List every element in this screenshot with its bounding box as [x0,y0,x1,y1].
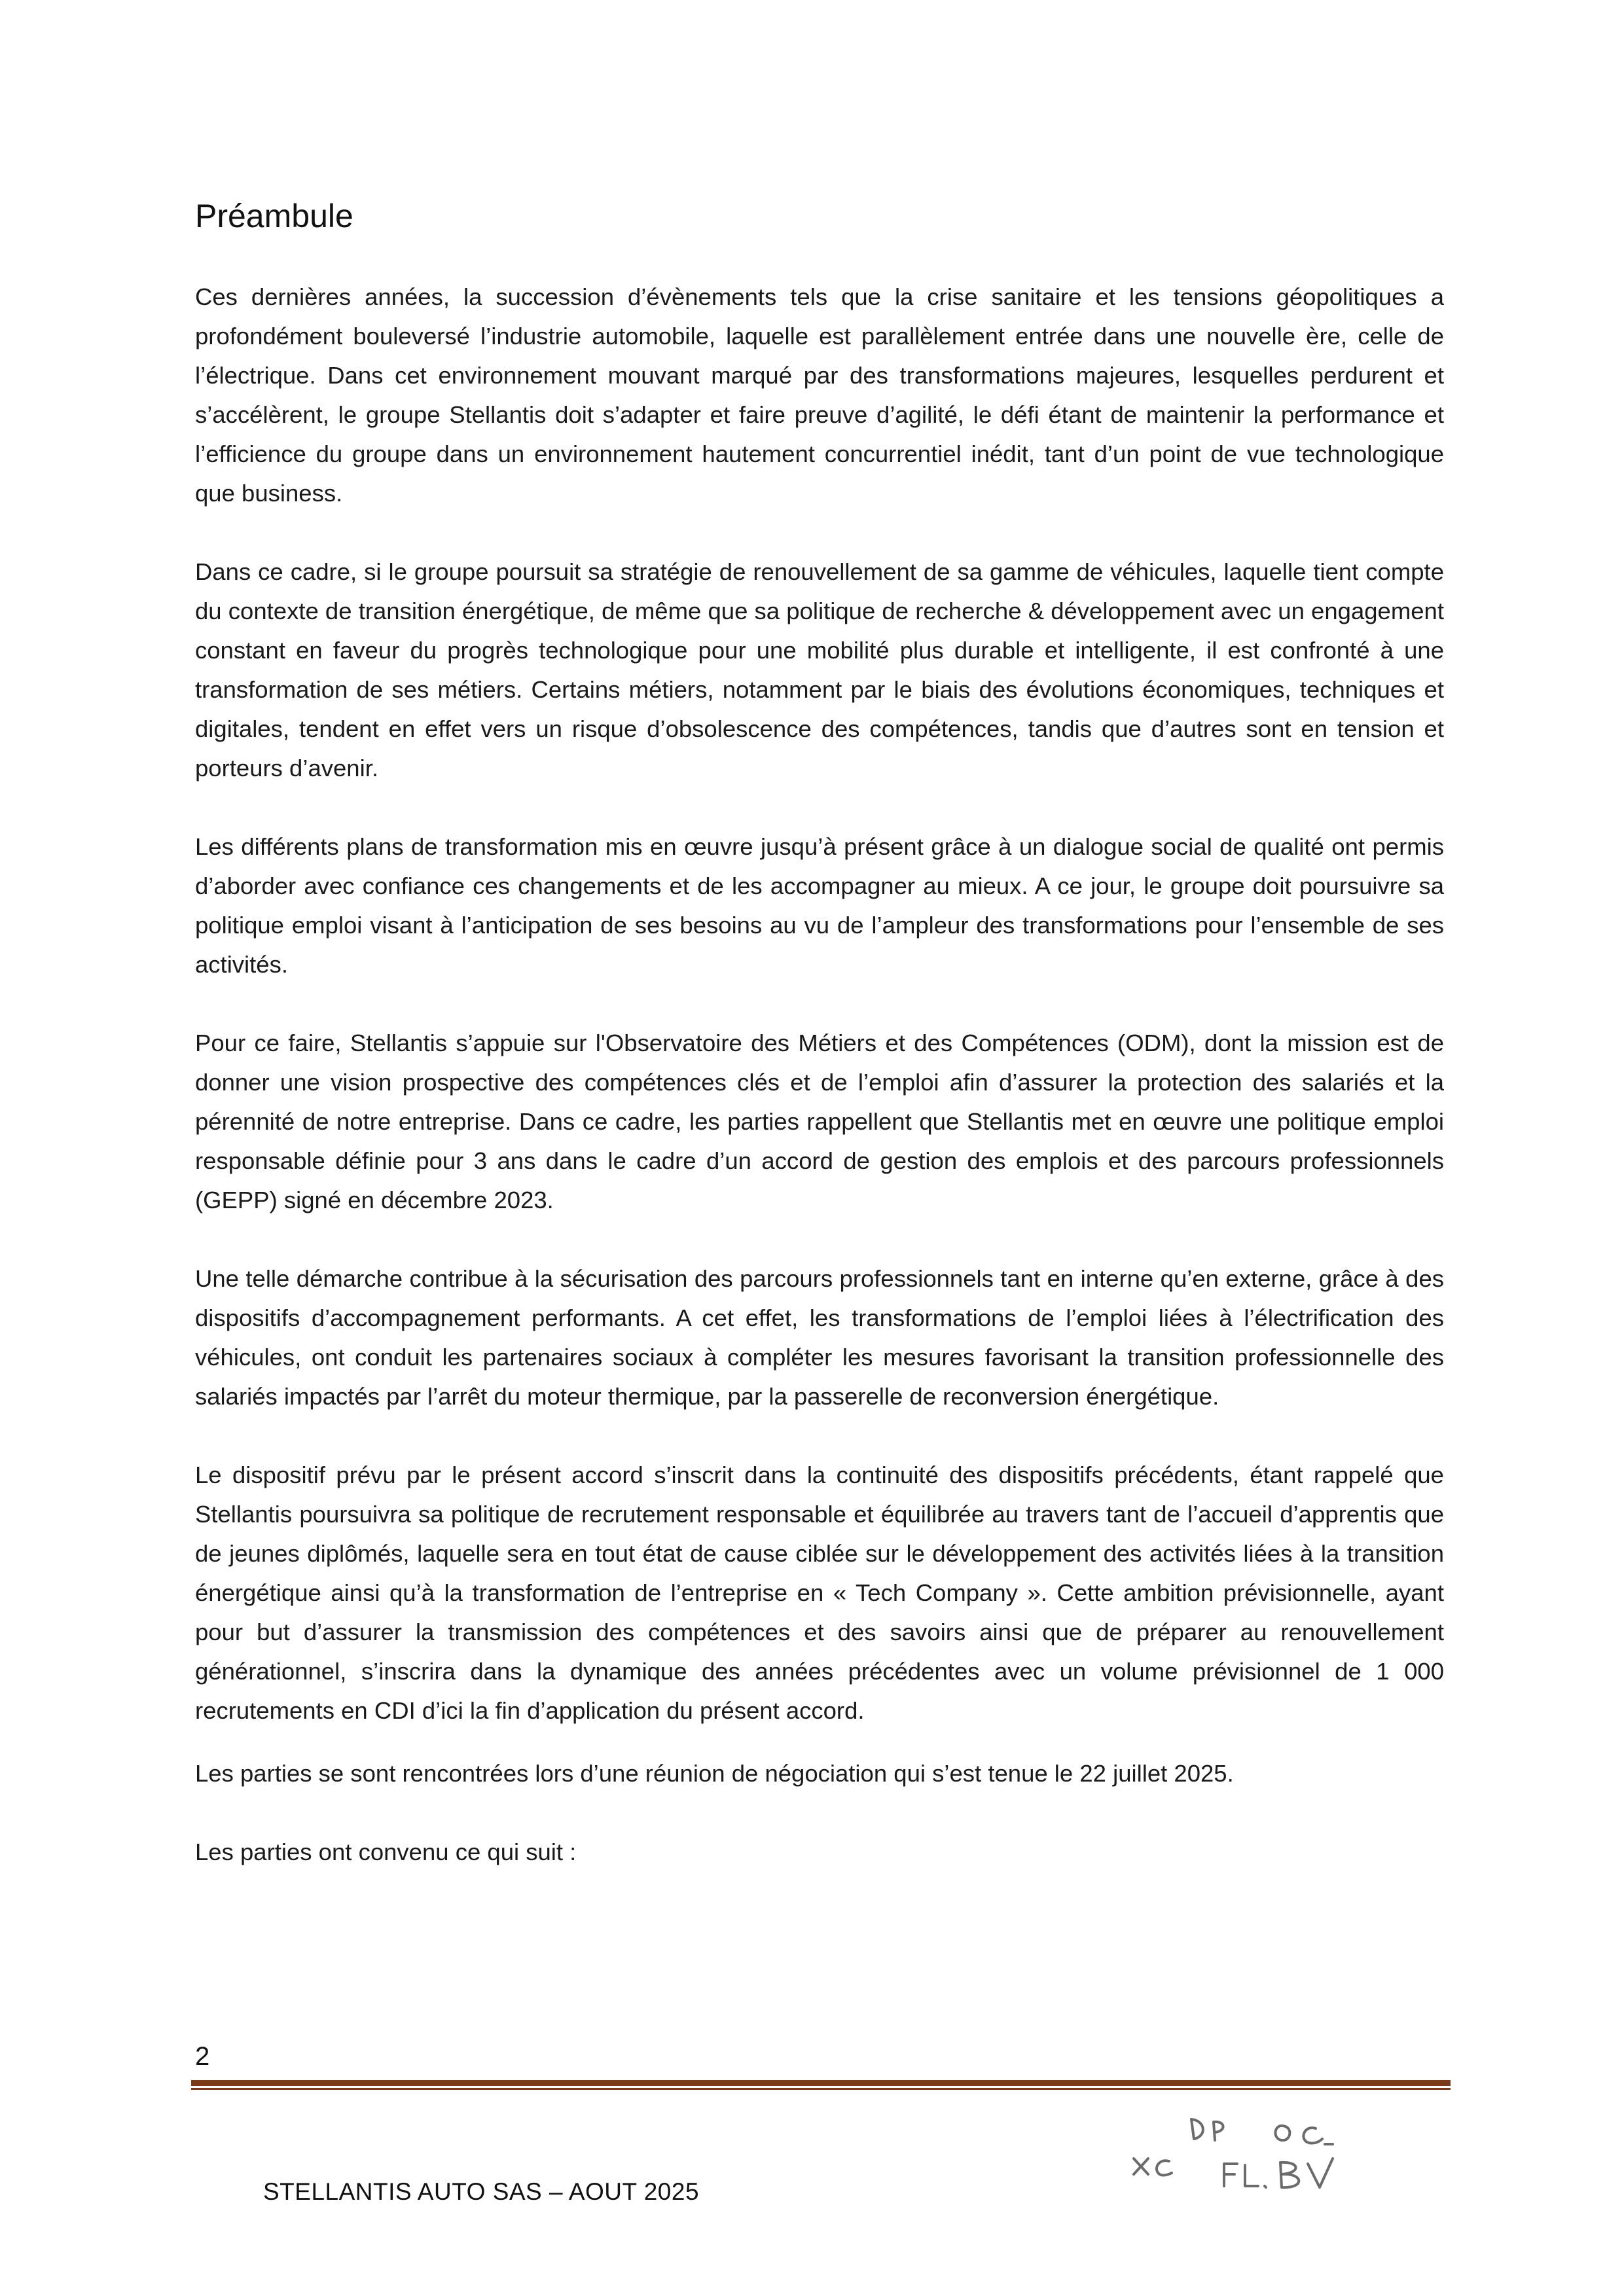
handwritten-initials-signature [1126,2108,1375,2199]
document-body [195,196,1444,1911]
paragraph-1: Ces dernières années, la succession d’évènements tels que la crise sanitaire et les tensions géopolitiques a profondément bouleversé l’industrie automobile, laquelle est parallèlement entrée dans une nouvelle ère, celle de l’électrique. Dans cet environnement mouvant marqué par des transformations majeures, lesquelles perdurent et s’accélèrent, le groupe Stellantis doit s’adapter et faire preuve d’agilité, le défi étant de maintenir la performance et l’efficience du groupe dans un environnement hautement concurrentiel inédit, tant d’un point de vue technologique que business. [195,283,1444,507]
footer-divider [191,2080,1451,2089]
page-number: 2 [195,2042,210,2071]
paragraph-7: Les parties se sont rencontrées lors d’une réunion de négociation qui s’est tenue le 22 juillet 2025. [195,1760,1234,1787]
paragraph-6: Le dispositif prévu par le présent accord s’inscrit dans la continuité des dispositifs précédents, étant rappelé que Stellantis poursuivra sa politique de recrutement responsable et équilibrée au travers tant de l’accueil d’apprentis que de jeunes diplômés, laquelle sera en tout état de cause ciblée sur le développement des activités liées à la transition énergétique ainsi qu’à la transformation de l’entreprise en « Tech Company ». Cette ambition prévisionnelle, ayant pour but d’assurer la transmission des compétences et des savoirs ainsi que de préparer au renouvellement générationnel, s’inscrira dans la dynamique des années précédentes avec un volume prévisionnel de 1 000 recrutements en CDI d’ici la fin d’application du présent accord. [195,1462,1444,1724]
paragraph-4: Pour ce faire, Stellantis s’appuie sur l'Observatoire des Métiers et des Compétences (ODM), dont la mission est de donner une vision prospective des compétences clés et de l’emploi afin d’assurer la protection des salariés et la pérennité de notre entreprise. Dans ce cadre, les parties rappellent que Stellantis met en œuvre une politique emploi responsable définie pour 3 ans dans le cadre d’un accord de gestion des emplois et des parcours professionnels (GEPP) signé en décembre 2023. [195,1030,1444,1213]
paragraph-5: Une telle démarche contribue à la sécurisation des parcours professionnels tant en interne qu’en externe, grâce à des dispositifs d’accompagnement performants. A cet effet, les transformations de l’emploi liées à l’électrification des véhicules, ont conduit les partenaires sociaux à compléter les mesures favorisant la transition professionnelle des salariés impactés par l’arrêt du moteur thermique, par la passerelle de reconversion énergétique. [195,1265,1444,1410]
footer-divider-thick [191,2080,1451,2086]
paragraph-3: Les différents plans de transformation mis en œuvre jusqu’à présent grâce à un dialogue social de qualité ont permis d’aborder avec confiance ces changements et de les accompagner au mieux. A ce jour, le groupe doit poursuivre sa politique emploi visant à l’anticipation de ses besoins au vu de l’ampleur des transformations pour l’ensemble de ses activités. [195,833,1444,978]
section-title: Préambule [195,198,353,234]
paragraph-8: Les parties ont convenu ce qui suit : [195,1839,577,1865]
paragraph-2: Dans ce cadre, si le groupe poursuit sa stratégie de renouvellement de sa gamme de véhicules, laquelle tient compte du contexte de transition énergétique, de même que sa politique de recherche & développement avec un engagement constant en faveur du progrès technologique pour une mobilité plus durable et intelligente, il est confronté à une transformation de ses métiers. Certains métiers, notamment par le biais des évolutions économiques, techniques et digitales, tendent en effet vers un risque d’obsolescence des compétences, tandis que d’autres sont en tension et porteurs d’avenir. [195,558,1444,781]
footer-divider-thin [191,2088,1451,2090]
footer-company-line: STELLANTIS AUTO SAS – AOUT 2025 [263,2178,700,2205]
